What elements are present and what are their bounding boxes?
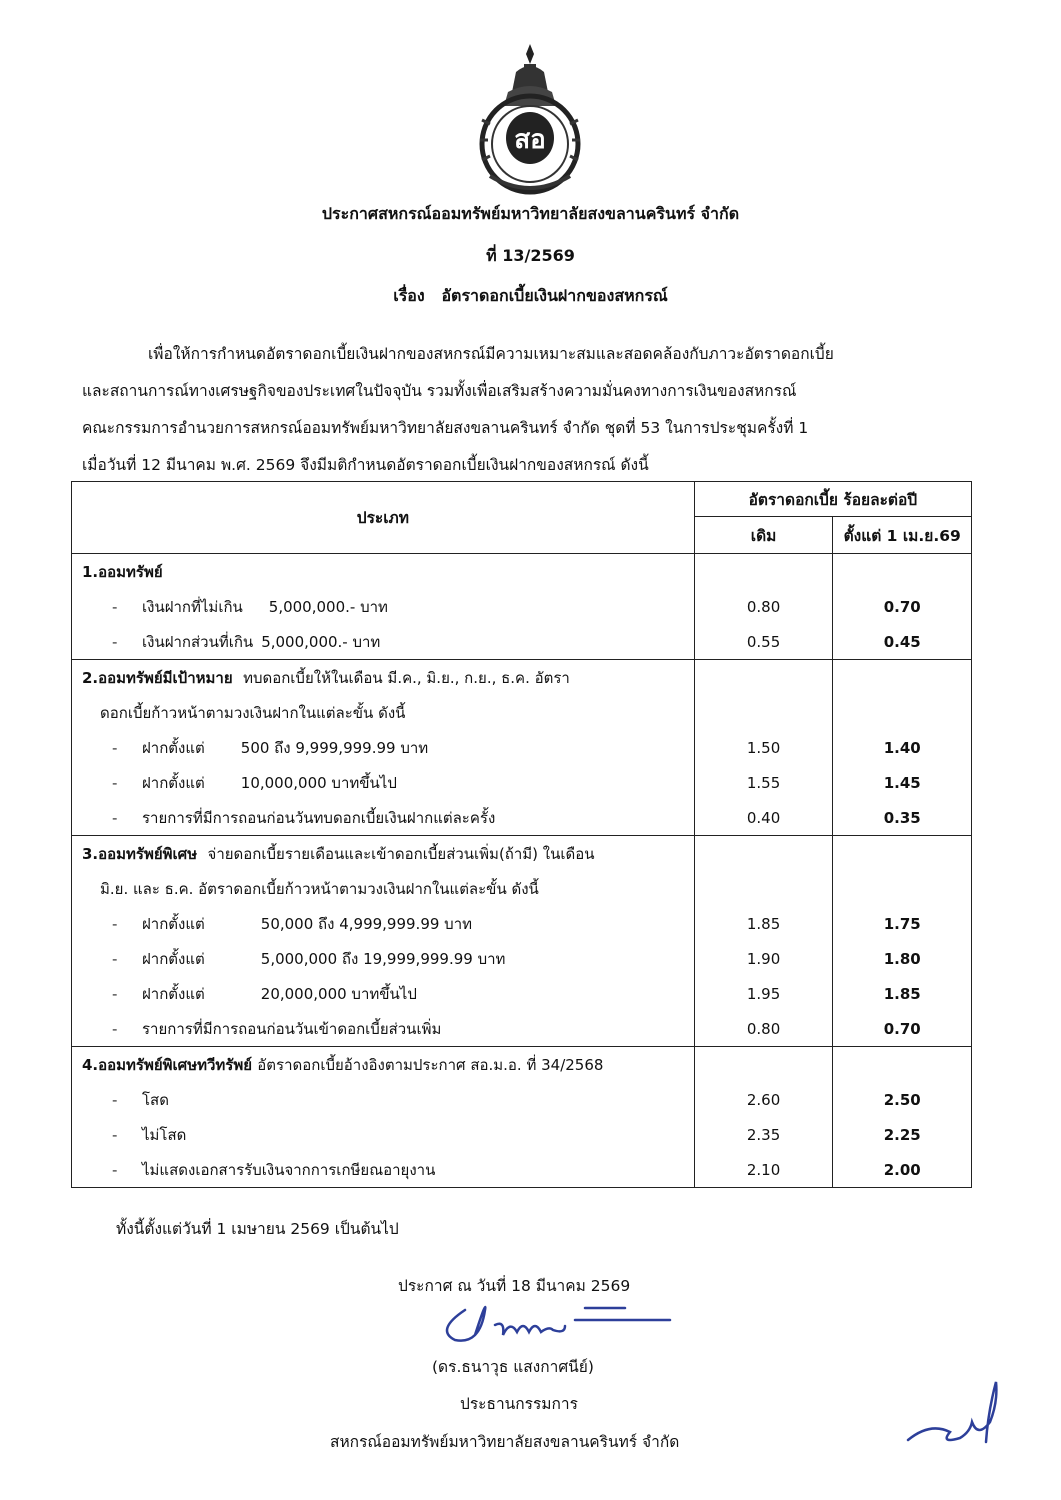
- rate-new: 0.45: [833, 624, 972, 660]
- item-label: ฝากตั้งแต่: [142, 738, 205, 757]
- rate-new: 0.35: [833, 800, 972, 836]
- item-amount: 500 ถึง 9,999,999.99 บาท: [240, 738, 429, 757]
- item-label: ฝากตั้งแต่: [142, 949, 205, 968]
- item-label: ไม่โสด: [142, 1125, 187, 1144]
- rate-new: 2.00: [833, 1152, 972, 1188]
- svg-text:สอ: สอ: [514, 125, 546, 155]
- rate-new: 2.50: [833, 1082, 972, 1117]
- signature-icon: [425, 1290, 675, 1350]
- item-label: รายการที่มีการถอนก่อนวันเข้าดอกเบี้ยส่วนเพิ่ม: [142, 1019, 442, 1038]
- section-title: 3.ออมทรัพย์พิเศษ: [82, 844, 198, 863]
- intro-paragraph: [82, 336, 972, 484]
- item-dash: -: [112, 1019, 118, 1038]
- announcement-subject: [0, 284, 1061, 309]
- col-header-old: เดิม: [694, 517, 833, 554]
- interest-rate-table: [71, 481, 972, 1188]
- rate-old: 1.95: [694, 976, 833, 1011]
- item-dash: -: [112, 949, 118, 968]
- table-row: [72, 906, 972, 941]
- item-dash: -: [112, 1160, 118, 1179]
- rate-new: 1.80: [833, 941, 972, 976]
- table-row: [72, 1011, 972, 1047]
- table-row: [72, 976, 972, 1011]
- intro-line: เมื่อวันที่ 12 มีนาคม พ.ศ. 2569 จึงมีมติกำหนดอัตราดอกเบี้ยเงินฝากของสหกรณ์ ดังนี้: [82, 456, 649, 474]
- item-dash: -: [112, 597, 118, 616]
- rate-old: 1.85: [694, 906, 833, 941]
- item-amount: 5,000,000 ถึง 19,999,999.99 บาท: [260, 949, 506, 968]
- item-dash: -: [112, 808, 118, 827]
- item-label: ไม่แสดงเอกสารรับเงินจากการเกษียณอายุงาน: [142, 1160, 436, 1179]
- rate-old: 1.55: [694, 765, 833, 800]
- rate-old: 2.10: [694, 1152, 833, 1188]
- table-row: [72, 1082, 972, 1117]
- signer-position: ประธานกรรมการ: [460, 1395, 578, 1413]
- subject-text: อัตราดอกเบี้ยเงินฝากของสหกรณ์: [441, 286, 668, 305]
- rate-old: 0.80: [694, 1011, 833, 1047]
- rate-old: 1.90: [694, 941, 833, 976]
- rate-new: 2.25: [833, 1117, 972, 1152]
- item-dash: -: [112, 1125, 118, 1144]
- rate-old: 1.50: [694, 730, 833, 765]
- item-label: ฝากตั้งแต่: [142, 773, 205, 792]
- table-row: [72, 589, 972, 624]
- rate-old: 0.55: [694, 624, 833, 660]
- table-row: [72, 730, 972, 765]
- table-row: [72, 800, 972, 836]
- item-label: โสด: [142, 1090, 169, 1109]
- intro-line: เพื่อให้การกำหนดอัตราดอกเบี้ยเงินฝากของสหกรณ์มีความเหมาะสมและสอดคล้องกับภาวะอัตราดอกเบี้ย: [148, 345, 834, 363]
- rate-new: 1.40: [833, 730, 972, 765]
- table-row: [72, 1152, 972, 1188]
- rate-old: 0.80: [694, 589, 833, 624]
- effective-date-text: ทั้งนี้ตั้งแต่วันที่ 1 เมษายน 2569 เป็นต้นไป: [116, 1220, 399, 1238]
- item-label: ฝากตั้งแต่: [142, 984, 205, 1003]
- announcement-number: ที่ 13/2569: [486, 246, 575, 265]
- item-amount: 5,000,000.- บาท: [261, 632, 381, 651]
- col-header-new: ตั้งแต่ 1 เม.ย.69: [833, 517, 972, 554]
- section-desc: อัตราดอกเบี้ยอ้างอิงตามประกาศ สอ.ม.อ. ที่ 34/2568: [257, 1055, 604, 1074]
- organization-name: สหกรณ์ออมทรัพย์มหาวิทยาลัยสงขลานครินทร์ จำกัด: [330, 1433, 680, 1451]
- section-desc-line2: ดอกเบี้ยก้าวหน้าตามวงเงินฝากในแต่ละขั้น ดังนี้: [72, 695, 695, 730]
- item-dash: -: [112, 738, 118, 757]
- rate-old: 2.35: [694, 1117, 833, 1152]
- rate-new: 0.70: [833, 1011, 972, 1047]
- table-row: [72, 941, 972, 976]
- initial-signature-icon: [900, 1372, 1020, 1452]
- rate-old: 0.40: [694, 800, 833, 836]
- announcement-date: ประกาศ ณ วันที่ 18 มีนาคม 2569: [398, 1277, 631, 1295]
- table-row: [72, 1117, 972, 1152]
- item-label: เงินฝากที่ไม่เกิน: [142, 597, 243, 616]
- col-header-type: ประเภท: [72, 482, 695, 554]
- section-desc: ทบดอกเบี้ยให้ในเดือน มี.ค., มิ.ย., ก.ย., ธ.ค. อัตรา: [243, 668, 570, 687]
- section-desc: จ่ายดอกเบี้ยรายเดือนและเข้าดอกเบี้ยส่วนเพิ่ม(ถ้ามี) ในเดือน: [207, 844, 595, 863]
- col-header-rate-group: อัตราดอกเบี้ย ร้อยละต่อปี: [694, 482, 971, 517]
- rate-new: 1.75: [833, 906, 972, 941]
- rate-new: 0.70: [833, 589, 972, 624]
- item-dash: -: [112, 1090, 118, 1109]
- rate-new: 1.85: [833, 976, 972, 1011]
- section-desc-line2: มิ.ย. และ ธ.ค. อัตราดอกเบี้ยก้าวหน้าตามวงเงินฝากในแต่ละขั้น ดังนี้: [72, 871, 695, 906]
- table-row: [72, 765, 972, 800]
- rate-new: 1.45: [833, 765, 972, 800]
- item-amount: 10,000,000 บาทขึ้นไป: [240, 773, 397, 792]
- subject-label: เรื่อง: [393, 286, 425, 305]
- item-dash: -: [112, 984, 118, 1003]
- item-amount: 50,000 ถึง 4,999,999.99 บาท: [260, 914, 473, 933]
- intro-line: และสถานการณ์ทางเศรษฐกิจของประเทศในปัจจุบัน รวมทั้งเพื่อเสริมสร้างความมั่นคงทางการเงินของสหกรณ์: [82, 382, 797, 400]
- section-title: 1.ออมทรัพย์: [72, 554, 695, 590]
- announcement-title: ประกาศสหกรณ์ออมทรัพย์มหาวิทยาลัยสงขลานครินทร์ จำกัด: [321, 204, 740, 223]
- section-title: 2.ออมทรัพย์มีเป้าหมาย: [82, 668, 233, 687]
- item-dash: -: [112, 632, 118, 651]
- item-amount: 5,000,000.- บาท: [268, 597, 388, 616]
- intro-line: คณะกรรมการอำนวยการสหกรณ์ออมทรัพย์มหาวิทยาลัยสงขลานครินทร์ จำกัด ชุดที่ 53 ในการประชุมครั้งที่ 1: [82, 419, 809, 437]
- table-row: [72, 624, 972, 660]
- item-label: รายการที่มีการถอนก่อนวันทบดอกเบี้ยเงินฝากแต่ละครั้ง: [142, 808, 496, 827]
- item-label: เงินฝากส่วนที่เกิน: [142, 632, 254, 651]
- coop-emblem-icon: [460, 40, 600, 198]
- rate-old: 2.60: [694, 1082, 833, 1117]
- section-title: 4.ออมทรัพย์พิเศษทวีทรัพย์: [82, 1055, 253, 1074]
- item-label: ฝากตั้งแต่: [142, 914, 205, 933]
- signer-name: (ดร.ธนาวุธ แสงกาศนีย์): [432, 1358, 594, 1376]
- item-amount: 20,000,000 บาทขึ้นไป: [260, 984, 417, 1003]
- item-dash: -: [112, 773, 118, 792]
- item-dash: -: [112, 914, 118, 933]
